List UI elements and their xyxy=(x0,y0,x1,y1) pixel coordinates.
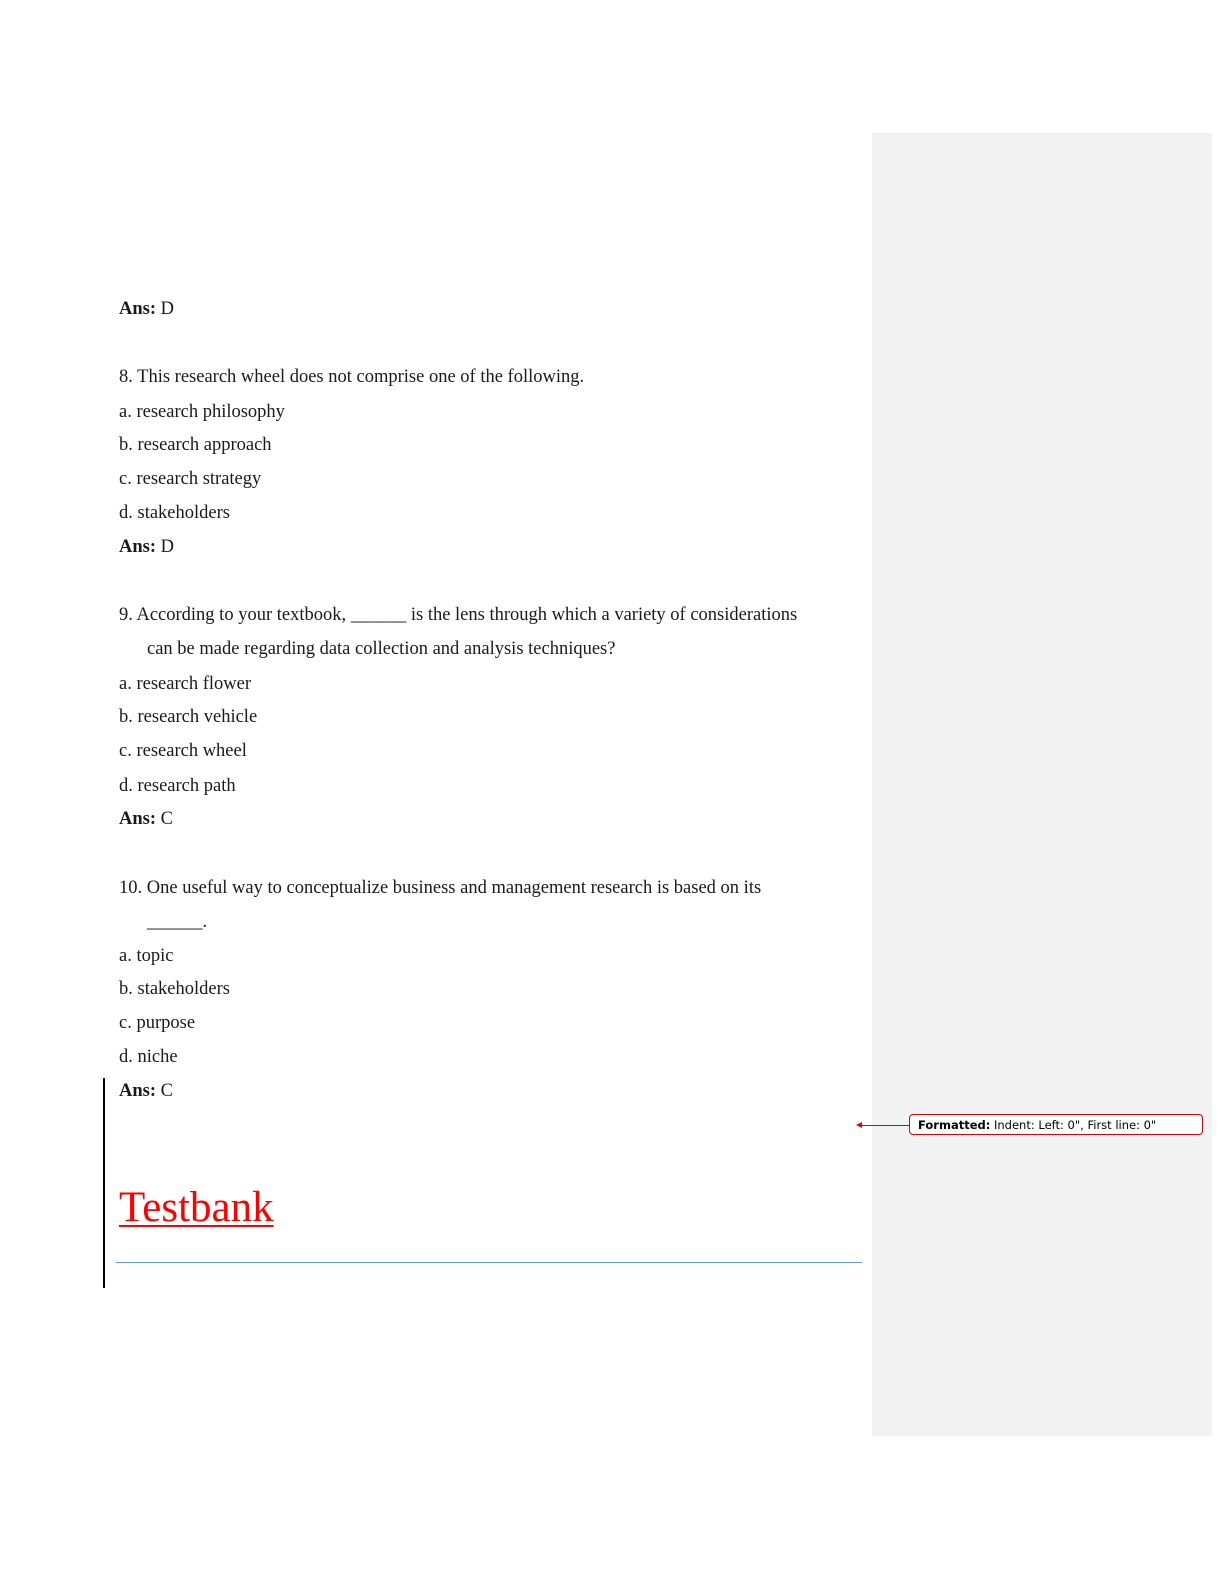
q9-stem-line-2: can be made regarding data collection and analysis techniques? xyxy=(147,639,616,659)
testbank-link[interactable]: Testbank xyxy=(119,1184,274,1231)
q8-option-d: d. stakeholders xyxy=(119,503,230,523)
q9-option-c: c. research wheel xyxy=(119,741,247,761)
balloon-text: Indent: Left: 0", First line: 0" xyxy=(990,1118,1157,1132)
answer-label: Ans: xyxy=(119,809,157,829)
answer-value: D xyxy=(156,537,175,557)
q8-option-a: a. research philosophy xyxy=(119,402,285,422)
q10-option-d: d. niche xyxy=(119,1047,178,1067)
q9-option-a: a. research flower xyxy=(119,674,251,694)
q8-stem: 8. This research wheel does not comprise one of the following. xyxy=(119,367,585,387)
q9-option-d: d. research path xyxy=(119,776,236,796)
q10-stem-line-2: ______. xyxy=(147,912,208,932)
q8-answer xyxy=(119,536,174,558)
answer-label: Ans: xyxy=(119,299,157,319)
answer-value: D xyxy=(156,299,175,319)
q7-answer xyxy=(119,298,174,320)
q8-option-c: c. research strategy xyxy=(119,469,262,489)
tracked-change-bar xyxy=(103,1078,105,1288)
q9-answer xyxy=(119,808,173,830)
answer-label: Ans: xyxy=(119,537,157,557)
answer-value: C xyxy=(156,809,173,829)
q9-stem-line-1: 9. According to your textbook, ______ is the lens through which a variety of considerations xyxy=(119,605,798,625)
q10-stem-line-1: 10. One useful way to conceptualize business and management research is based on its xyxy=(119,878,762,898)
q9-option-b: b. research vehicle xyxy=(119,707,258,727)
balloon-label: Formatted: xyxy=(918,1118,991,1132)
footer-rule xyxy=(116,1262,862,1263)
q10-option-a: a. topic xyxy=(119,946,174,966)
q10-answer xyxy=(119,1080,173,1102)
q10-option-b: b. stakeholders xyxy=(119,979,230,999)
answer-value: C xyxy=(156,1081,173,1101)
arrow-left-icon xyxy=(856,1122,862,1128)
comment-pane xyxy=(872,133,1212,1436)
formatting-comment-balloon[interactable] xyxy=(909,1114,1203,1135)
q10-option-c: c. purpose xyxy=(119,1013,196,1033)
answer-label: Ans: xyxy=(119,1081,157,1101)
balloon-connector-line xyxy=(860,1125,910,1126)
q8-option-b: b. research approach xyxy=(119,435,272,455)
